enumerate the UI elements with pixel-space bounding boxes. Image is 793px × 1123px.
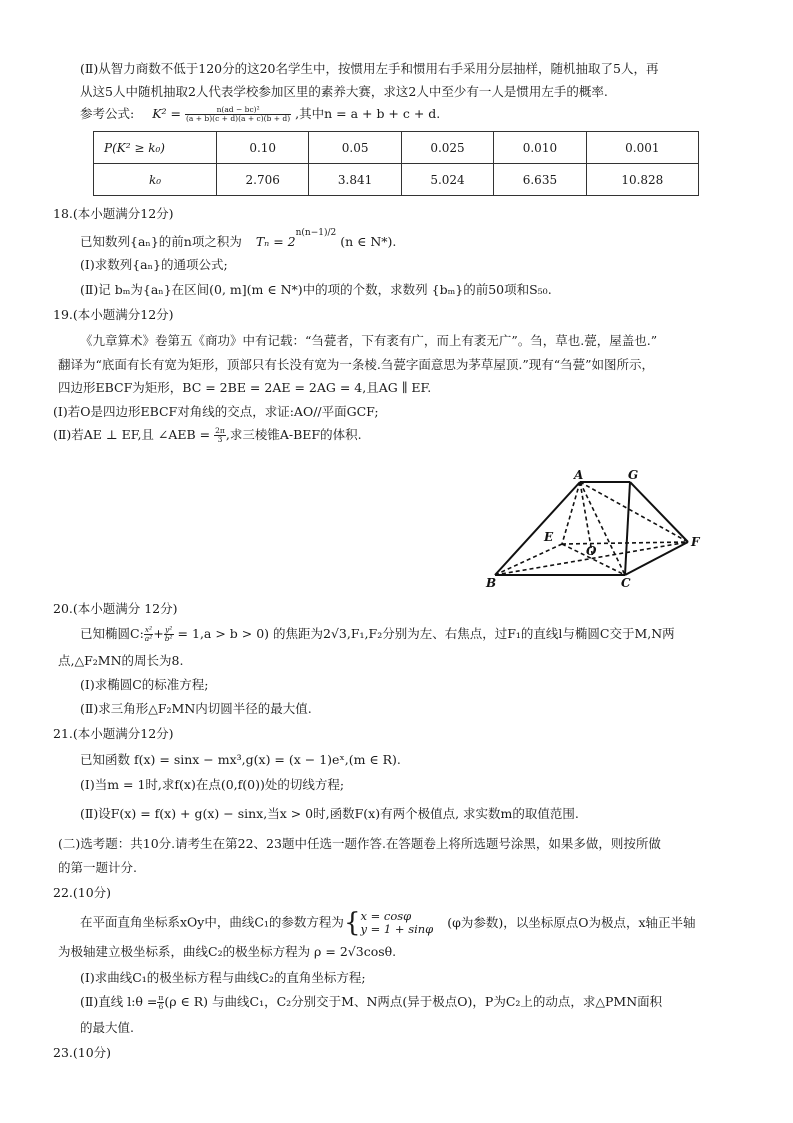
edge-CG — [625, 482, 630, 575]
q21-line1: 已知函数 f(x) = sinx − mx³,g(x) = (x − 1)eˣ,(m ∈ R). — [80, 752, 401, 767]
edge-AC — [580, 482, 625, 575]
table-cell: 3.841 — [309, 164, 401, 196]
q21-part2: (Ⅱ)设F(x) = f(x) + g(x) − sinx,当x > 0时,函数F(x)有两个极值点, 求实数m的取值范围. — [80, 806, 579, 821]
edge-GF — [630, 482, 688, 542]
table-cell: 0.10 — [217, 132, 309, 164]
table-cell: 10.828 — [586, 164, 698, 196]
q22-part2: (Ⅱ)直线 l:θ = $\frac{\pi}{6}$ (ρ ∈ R) 与曲线C₁，C₂分别交于M、N两点(异于极点O)，P为C₂上的动点，求△PMN面积 — [80, 993, 663, 1011]
edge-EF — [562, 542, 688, 544]
table-cell: 0.001 — [586, 132, 698, 164]
label-A: A — [574, 470, 584, 482]
elective-line2: 的第一题计分. — [58, 860, 137, 875]
label-E: E — [544, 530, 554, 544]
label-B: B — [486, 576, 497, 590]
q23-title: 23.(10分) — [53, 1045, 112, 1060]
q18-stem: 已知数列{aₙ}的前n项之积为 $T_n = 2^{n(n-1)/2}$ (n ∈ N*). — [80, 228, 397, 250]
edge-AB — [495, 482, 580, 575]
reference-formula: 参考公式: K² = $\frac{\text{n(ad − bc)²}}{(a + b)(c + d)(a + c)(b + d)}$ ,其中n = a + b + c + d. — [80, 105, 441, 123]
table-cell: 0.010 — [494, 132, 586, 164]
q20-part1: (Ⅰ)求椭圆C的标准方程; — [80, 677, 209, 692]
q22-part2-cont: 的最大值. — [80, 1020, 134, 1035]
parametric-system: x = cosφ y = 1 + sinφ — [360, 909, 434, 936]
q21-title: 21.(本小题满分12分) — [53, 726, 174, 741]
q22-line2: 为极轴建立极坐标系，曲线C₂的极坐标方程为 ρ = 2√3cosθ. — [58, 944, 397, 959]
label-F: F — [691, 535, 700, 549]
table-row — [94, 164, 699, 196]
elective-line1: (二)选考题：共10分.请考生在第22、23题中任选一题作答.在答题卷上将所选题号涂黑，如果多做，则按所做 — [58, 836, 661, 851]
q20-part2: (Ⅱ)求三角形△F₂MN内切圆半径的最大值. — [80, 701, 312, 716]
q19-line3: 四边形EBCF为矩形，BC = 2BE = 2AE = 2AG = 4,且AG ∥ EF. — [58, 380, 432, 395]
q20-line2: 点,△F₂MN的周长为8. — [58, 653, 184, 668]
q17-part2-line2: 从这5人中随机抽取2人代表学校参加区里的素养大赛，求这2人中至少有一人是惯用左手的概率. — [80, 84, 608, 99]
q19-line2: 翻译为“底面有长有宽为矩形，顶部只有长没有宽为一条棱.刍甍字面意思为茅草屋顶.”现有“刍甍”如图所示， — [58, 357, 655, 372]
label-G: G — [628, 470, 639, 482]
q22-line1: 在平面直角坐标系xOy中，曲线C₁的参数方程为{ x = cosφ y = 1 + sinφ (φ为参数)，以坐标原点O为极点，x轴正半轴 — [80, 908, 696, 938]
table-cell: 0.025 — [401, 132, 493, 164]
table-cell: 5.024 — [401, 164, 493, 196]
table-cell: 2.706 — [217, 164, 309, 196]
q17-part2-line1: (Ⅱ)从智力商数不低于120分的这20名学生中，按惯用左手和惯用右手采用分层抽样，随机抽取了5人，再 — [80, 61, 659, 76]
edge-AF — [580, 482, 688, 542]
q22-title: 22.(10分) — [53, 885, 112, 900]
q21-part1: (Ⅰ)当m = 1时,求f(x)在点(0,f(0))处的切线方程; — [80, 777, 345, 792]
q19-part1: (Ⅰ)若O是四边形EBCF对角线的交点，求证:AO//平面GCF; — [53, 404, 379, 419]
table-row — [94, 132, 699, 164]
k2-fraction: $\frac{\text{n(ad − bc)²}}{(a + b)(c + d)(a + c)(b + d)}$ — [185, 105, 291, 123]
q20-line1: 已知椭圆C: $\frac{\text{x²}}{\text{a²}}$ + $\frac{\text{y²}}{\text{b²}}$ = 1,a > b > 0) 的焦距为2√3,F₁,F₂分别为左、右焦点，过F₁的直线l与椭圆C交于M,N两 — [80, 625, 675, 643]
q18-title: 18.(本小题满分12分) — [53, 206, 174, 221]
q20-title: 20.(本小题满分 12分) — [53, 601, 178, 616]
q22-part1: (Ⅰ)求曲线C₁的极坐标方程与曲线C₂的直角坐标方程; — [80, 970, 366, 985]
q18-part2: (Ⅱ)记 bₘ为{aₙ}在区间(0, m](m ∈ N*)中的项的个数，求数列 {bₘ}的前50项和S₅₀. — [80, 282, 552, 297]
label-C: C — [621, 576, 631, 590]
table-header-probability: P(K² ≥ k₀) — [94, 132, 217, 164]
critical-value-table — [93, 131, 699, 196]
q19-part2: (Ⅱ)若AE ⊥ EF,且 ∠AEB = $\frac{2\pi}{3}$ ,求三棱锥A-BEF的体积. — [53, 426, 362, 444]
q19-title: 19.(本小题满分12分) — [53, 307, 174, 322]
q18-part1: (Ⅰ)求数列{aₙ}的通项公式; — [80, 257, 228, 272]
table-header-k0: k₀ — [94, 164, 217, 196]
table-cell: 6.635 — [494, 164, 586, 196]
label-O: O — [586, 544, 597, 558]
table-cell: 0.05 — [309, 132, 401, 164]
q19-line1: 《九章算术》卷第五《商功》中有记载：“刍甍者，下有袤有广，而上有袤无广”。刍，草也.甍，屋盖也.” — [80, 333, 658, 348]
geometry-figure — [480, 470, 710, 590]
edge-BE — [495, 544, 562, 575]
